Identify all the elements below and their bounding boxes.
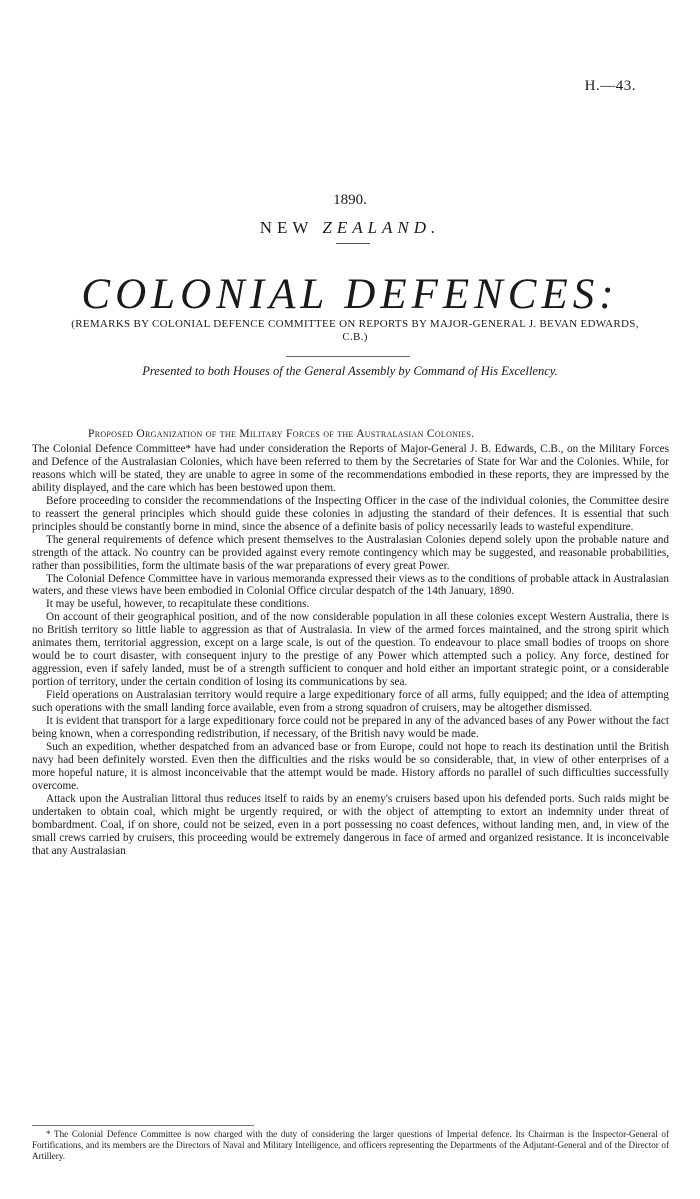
year: 1890. [333,192,367,208]
subtitle-divider [286,356,410,357]
page-reference: H.—43. [584,78,636,94]
paragraph: The general requirements of defence which present themselves to the Australasian Colonies depend solely upon the probable nature and strength of the attack. No country can be provided against every remote contingency which may be suggested, and reasonable probabilities, rather than possibilities, form the ultimate basis of the war preparations of every great Power. [32,533,669,572]
paragraph: Attack upon the Australian littoral thus reduces itself to raids by an enemy's cruisers based upon his defended ports. Such raids might be undertaken to obtain coal, which might be urgently required, or with the object of attempting to extort an indemnity under threat of bombardment. Coal, if on shore, could not be seized, even in a port possessing no coast defences, without landing men, and, in view of the small crews carried by cruisers, this proceeding would be extremely dangerous in face of armed and organized resistance. It is inconceivable that any Australasian [32,792,669,857]
paragraph: It is evident that transport for a large expeditionary force could not be prepared in any of the advanced bases of any Power without the fact being known, when a corresponding redistribution, if necessary, of the British navy would be made. [32,715,669,740]
footnote-divider [32,1125,254,1126]
paragraph: The Colonial Defence Committee have in various memoranda expressed their views as to the conditions of probable attack in Australasian waters, and these views have been embodied in Colonial Office circular despatch of the 14th January, 1890. [32,572,669,598]
paragraph: Field operations on Australasian territory would require a large expeditionary force of all arms, fully equipped; and the idea of attempting such operations with the small landing force available, even from a strong squadron of cruisers, may be altogether dismissed. [32,689,669,715]
paragraph: Before proceeding to consider the recommendations of the Inspecting Officer in the case of the individual colonies, the Committee desire to reassert the general principles which should guide these colonies in adjusting the standard of their defences. It is essential that such principles should be constantly borne in mind, since the absence of a definite basis of policy necessarily leads to wasteful expenditure. [32,494,669,533]
footnote: * The Colonial Defence Committee is now charged with the duty of considering the larger questions of Imperial defence. Its Chairman is the Inspector-General of Fortifications, and its members are the Directors of Naval and Military Intelligence, and officers representing the Departments of the Adjutant-General and of the Director of Artillery. [32,1129,669,1161]
presentation-line: Presented to both Houses of the General Assembly by Command of His Excellency. [142,364,558,378]
country-heading [0,218,700,238]
paragraph: The Colonial Defence Committee* have had under consideration the Reports of Major-General J. B. Edwards, C.B., on the Military Forces and Defence of the Australasian Colonies, which have been referred to them by the Secretaries of State for War and the Colonies. While, for reasons which will be stated, they are unable to agree in some of the recommendations embodied in these reports, they are impressed by the ability displayed, and the care which has been bestowed upon them. [32,443,669,494]
body-text [32,443,669,858]
country-first-word: NEW [259,218,314,237]
document-subtitle: (REMARKS BY COLONIAL DEFENCE COMMITTEE ON REPORTS BY MAJOR-GENERAL J. BEVAN EDWARDS, C.B.) [71,318,639,343]
country-second-word: ZEALAND. [322,218,441,237]
paragraph: Such an expedition, whether despatched from an advanced base or from Europe, could not hope to reach its destination until the British navy had been definitely worsted. Even then the difficulties and the risks would be so considerable, that, in view of other enterprises of a more hopeful nature, it is almost inconceivable that the attempt would be made. History affords no parallel of such difficulties successfully overcome. [32,740,669,792]
title-divider [336,243,370,244]
paragraph: On account of their geographical position, and of the now considerable population in all these colonies except Western Australia, there is no British territory so little liable to aggression as that of Australasia. In view of the armed forces maintained, and the strong spirit which animates them, territorial aggression, except on a large scale, is out of the question. To endeavour to place small bodies of troops on shore would be to court disaster, with consequent injury to the prestige of any Power which attempted such a policy. Any force, destined for aggression, even if safely landed, must be of a strength sufficient to conquer and hold either an important strategic point, or a considerable portion of territory, under the certain condition of losing its communications by sea. [32,611,669,689]
paragraph: It may be useful, however, to recapitulate these conditions. [46,598,310,611]
section-heading: Proposed Organization of the Military Forces of the Australasian Colonies. [88,428,475,440]
document-title: COLONIAL DEFENCES: [81,271,619,318]
